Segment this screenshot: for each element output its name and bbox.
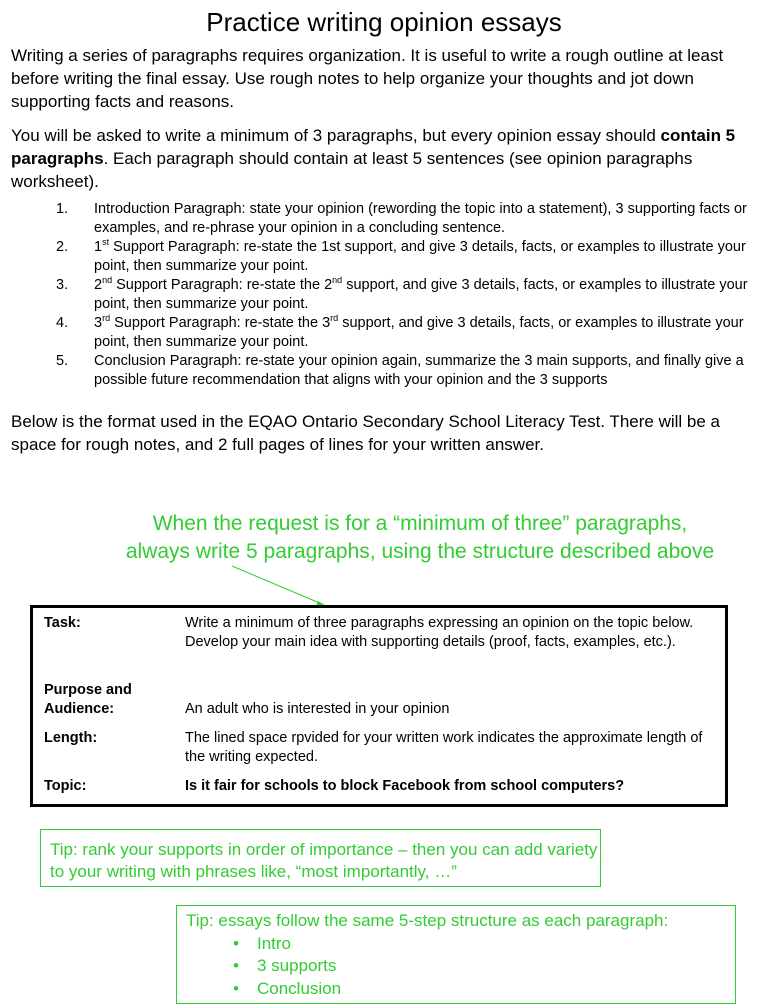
- list-item: [56, 200, 762, 238]
- callout-line-2: always write 5 paragraphs, using the structure described above: [125, 540, 715, 563]
- intro-paragraph: Writing a series of paragraphs requires organization. It is useful to write a rough outline at least before writing the final essay. Use rough notes to help organize your thoughts and jot down supporting facts and reasons.: [11, 46, 724, 111]
- list-item: [56, 276, 762, 314]
- paragraph-steps-list: [56, 200, 762, 390]
- task-box: [30, 605, 728, 807]
- length-label: Length:: [44, 730, 98, 746]
- requirement-text-a: You will be asked to write a minimum of 3 paragraphs, but every opinion essay should: [11, 126, 661, 145]
- list-item: • 3 supports: [186, 955, 735, 978]
- list-item: • Conclusion: [186, 978, 735, 1001]
- requirement-emphasis: contain 5 paragraphs: [11, 126, 736, 168]
- topic-value: Is it fair for schools to block Facebook from school computers?: [185, 778, 625, 794]
- list-number: 1.: [56, 201, 69, 217]
- length-value: The lined space rpvided for your written work indicates the approximate length of the writing expected.: [185, 730, 703, 765]
- list-item: [56, 352, 762, 390]
- task-label: Task:: [44, 615, 81, 631]
- bullet-icon: •: [233, 978, 239, 998]
- callout-line-1: When the request is for a “minimum of three” paragraphs,: [152, 512, 688, 535]
- requirement-text-b: . Each paragraph should contain at least 5 sentences (see opinion paragraphs worksheet).: [11, 149, 693, 191]
- tip-box-ranking: Tip: rank your supports in order of importance – then you can add variety to your writing with phrases like, “most importantly, …”: [40, 829, 601, 887]
- list-text: Conclusion Paragraph: re-state your opinion again, summarize the 3 main supports, and finally give a possible future recommendation that aligns with your opinion and the 3 supports: [94, 353, 744, 388]
- list-number: 2.: [56, 239, 69, 255]
- list-text: 2nd Support Paragraph: re-state the 2nd support, and give 3 details, facts, or examples to illustrate your point, then summarize your point.: [94, 275, 748, 312]
- purpose-value: An adult who is interested in your opinion: [185, 701, 450, 717]
- list-number: 4.: [56, 315, 69, 331]
- list-item: • Intro: [186, 933, 735, 956]
- list-item: [56, 238, 762, 276]
- list-number: 5.: [56, 353, 69, 369]
- tip-heading: Tip: essays follow the same 5-step structure as each paragraph:: [186, 911, 669, 930]
- callout-note: [80, 510, 760, 566]
- page-title: Practice writing opinion essays: [206, 7, 562, 37]
- eqao-format-paragraph: Below is the format used in the EQAO Ontario Secondary School Literacy Test. There will be a space for rough notes, and 2 full pages of lines for your written answer.: [11, 412, 721, 454]
- list-text: Introduction Paragraph: state your opinion (rewording the topic into a statement), 3 supporting facts or examples, and re-phrase your opinion in a concluding sentence.: [94, 201, 747, 236]
- list-item: [56, 314, 762, 352]
- bullet-icon: •: [233, 933, 239, 953]
- list-number: 3.: [56, 277, 69, 293]
- topic-label: Topic:: [44, 778, 87, 794]
- purpose-label: Purpose and Audience:: [44, 682, 132, 717]
- task-value: Write a minimum of three paragraphs expressing an opinion on the topic below. Develop your main idea with supporting details (proof, facts, examples, etc.).: [185, 615, 694, 650]
- bullet-icon: •: [233, 956, 239, 975]
- list-text: 3rd Support Paragraph: re-state the 3rd support, and give 3 details, facts, or examples to illustrate your point, then summarize your point.: [94, 313, 744, 350]
- requirement-paragraph: [11, 124, 763, 193]
- tip-box-structure: [176, 905, 736, 1004]
- list-text: 1st Support Paragraph: re-state the 1st support, and give 3 details, facts, or examples to illustrate your point, then summarize your point.: [94, 237, 746, 274]
- tip-bullet-list: [186, 933, 735, 1001]
